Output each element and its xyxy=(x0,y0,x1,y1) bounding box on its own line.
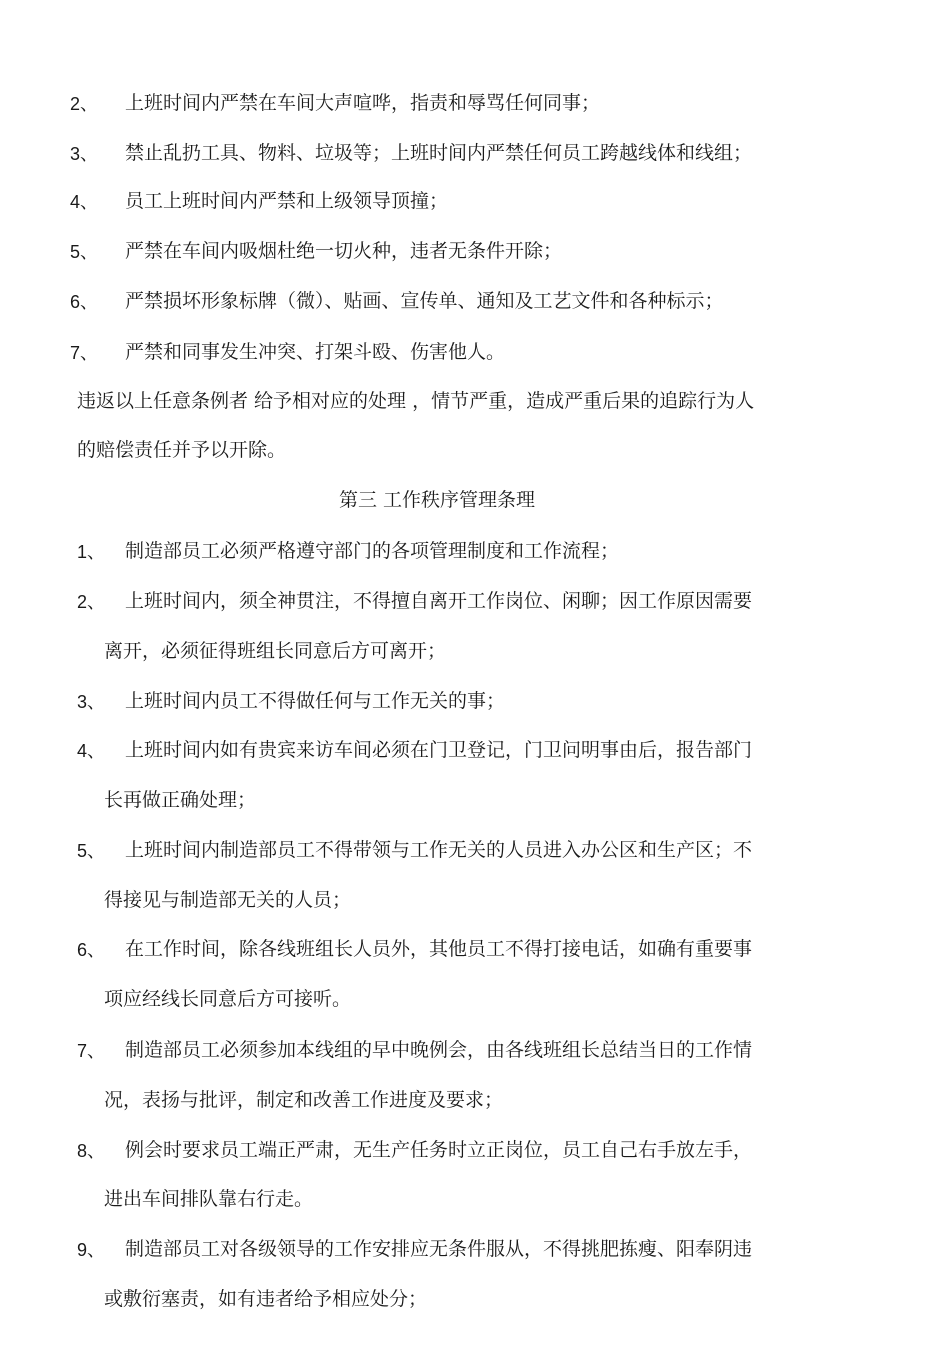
list-item-text: 上班时间内员工不得做任何与工作无关的事； xyxy=(125,690,506,712)
list-item-number: 4、 xyxy=(77,741,106,761)
list-item-continuation: 进出车间排队靠右行走。 xyxy=(104,1188,314,1210)
list-item-text: 制造部员工必须参加本线组的早中晚例会，由各线班组长总结当日的工作情 xyxy=(125,1039,753,1061)
list-item-number: 5、 xyxy=(70,242,99,262)
list-item-continuation: 离开，必须征得班组长同意后方可离开； xyxy=(104,640,447,662)
list-item-number: 1、 xyxy=(77,542,106,562)
list-item-text: 上班时间内，须全神贯注，不得擅自离开工作岗位、闲聊；因工作原因需要 xyxy=(125,590,753,612)
paragraph-line: 违返以上任意条例者 给予相对应的处理 ，情节严重，造成严重后果的追踪行为人 xyxy=(77,390,755,412)
list-item-text: 制造部员工必须严格遵守部门的各项管理制度和工作流程； xyxy=(125,540,620,562)
list-item-text: 在工作时间，除各线班组长人员外，其他员工不得打接电话，如确有重要事 xyxy=(125,938,753,960)
list-item-text: 严禁损坏形象标牌（微）、贴画、宣传单、通知及工艺文件和各种标示； xyxy=(125,290,724,312)
list-item-number: 6、 xyxy=(70,292,99,312)
list-item-number: 5、 xyxy=(77,841,106,861)
list-item-text: 禁止乱扔工具、物料、垃圾等；上班时间内严禁任何员工跨越线体和线组； xyxy=(125,142,753,164)
list-item-text: 上班时间内如有贵宾来访车间必须在门卫登记，门卫问明事由后，报告部门 xyxy=(125,739,753,761)
list-item-text: 例会时要求员工端正严肃，无生产任务时立正岗位，员工自己右手放左手， xyxy=(125,1139,753,1161)
list-item-continuation: 得接见与制造部无关的人员； xyxy=(104,889,352,911)
list-item-text: 严禁和同事发生冲突、打架斗殴、伤害他人。 xyxy=(125,341,506,363)
list-item-continuation: 长再做正确处理； xyxy=(104,789,257,811)
section-heading: 第三 工作秩序管理条理 xyxy=(339,489,536,511)
list-item-continuation: 况，表扬与批评，制定和改善工作进度及要求； xyxy=(104,1089,504,1111)
list-item-text: 员工上班时间内严禁和上级领导顶撞； xyxy=(125,190,449,212)
list-item-number: 7、 xyxy=(77,1041,106,1061)
list-item-number: 3、 xyxy=(77,692,106,712)
list-item-number: 6、 xyxy=(77,940,106,960)
list-item-text: 制造部员工对各级领导的工作安排应无条件服从，不得挑肥拣瘦、阳奉阴违 xyxy=(125,1238,753,1260)
list-item-number: 4、 xyxy=(70,192,99,212)
list-item-text: 上班时间内制造部员工不得带领与工作无关的人员进入办公区和生产区；不 xyxy=(125,839,753,861)
list-item-continuation: 项应经线长同意后方可接听。 xyxy=(104,988,352,1010)
list-item-number: 7、 xyxy=(70,343,99,363)
paragraph-line: 的赔偿责任并予以开除。 xyxy=(77,439,287,461)
list-item-text: 上班时间内严禁在车间大声喧哗，指责和辱骂任何同事； xyxy=(125,92,601,114)
list-item-number: 3、 xyxy=(70,144,99,164)
list-item-text: 严禁在车间内吸烟杜绝一切火种，违者无条件开除； xyxy=(125,240,563,262)
list-item-number: 8、 xyxy=(77,1141,106,1161)
list-item-number: 2、 xyxy=(70,94,99,114)
list-item-continuation: 或敷衍塞责，如有违者给予相应处分； xyxy=(104,1288,428,1310)
list-item-number: 9、 xyxy=(77,1240,106,1260)
list-item-number: 2、 xyxy=(77,592,106,612)
